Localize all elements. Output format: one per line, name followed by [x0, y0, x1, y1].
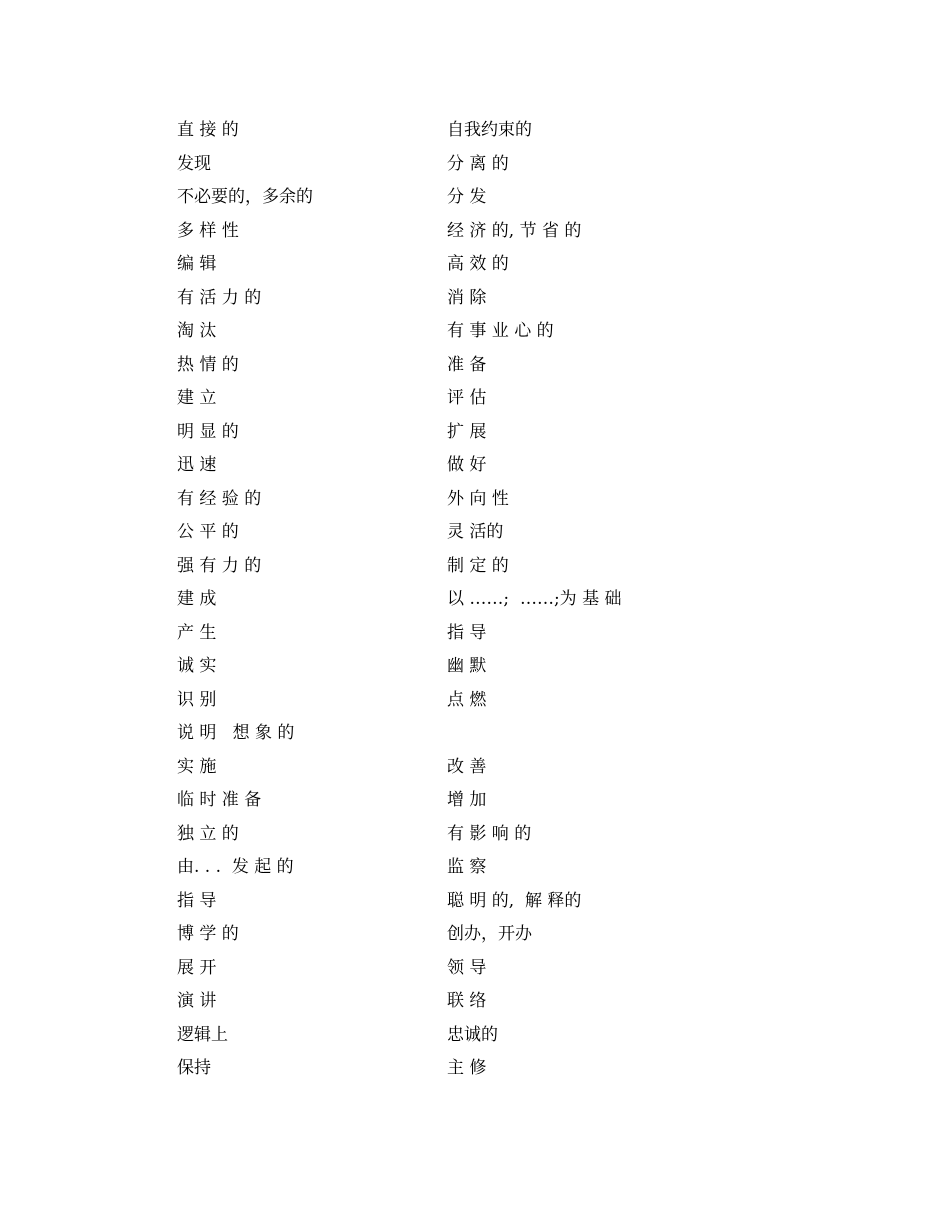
vocabulary-row	[177, 620, 737, 654]
vocabulary-right-term: 高 效 的	[447, 254, 509, 274]
vocabulary-right-term: 分 发	[447, 187, 487, 207]
vocabulary-left-term: 建 成	[177, 589, 217, 609]
vocabulary-left-term: 实 施	[177, 756, 217, 777]
vocabulary-left-term: 多 样 性	[177, 220, 239, 241]
vocabulary-left-term: 由. . . 发 起 的	[177, 857, 294, 877]
vocabulary-right-term: 灵 活的	[447, 522, 504, 542]
vocabulary-right-term: 主 修	[447, 1058, 487, 1078]
vocabulary-left-term: 临 时 准 备	[177, 790, 262, 810]
vocabulary-left-term: 建 立	[177, 388, 217, 408]
vocabulary-right-term: 联 络	[447, 991, 487, 1011]
vocabulary-right-term: 监 察	[447, 857, 487, 877]
vocabulary-left-term: 博 学 的	[177, 924, 239, 944]
vocabulary-left-term: 逻辑上	[177, 1024, 228, 1045]
vocabulary-row	[177, 1022, 737, 1056]
vocabulary-left-term: 指 导	[177, 890, 217, 911]
vocabulary-row	[177, 653, 737, 687]
vocabulary-left-term: 有 活 力 的	[177, 287, 262, 308]
vocabulary-list	[177, 117, 737, 1089]
vocabulary-left-term: 发现	[177, 153, 211, 174]
vocabulary-right-term: 消 除	[447, 287, 487, 308]
vocabulary-row	[177, 251, 737, 285]
vocabulary-left-term: 有 经 验 的	[177, 488, 262, 509]
vocabulary-left-term: 直 接 的	[177, 120, 239, 140]
vocabulary-left-term: 不必要的，多余的	[177, 187, 313, 207]
vocabulary-right-term: 外 向 性	[447, 488, 509, 509]
vocabulary-row	[177, 151, 737, 185]
vocabulary-row	[177, 955, 737, 989]
vocabulary-right-term: 创办，开办	[447, 924, 532, 944]
vocabulary-left-term: 识 别	[177, 689, 217, 710]
vocabulary-row	[177, 1055, 737, 1089]
vocabulary-row	[177, 184, 737, 218]
vocabulary-left-term: 产 生	[177, 622, 217, 643]
vocabulary-right-term: 聪 明 的, 解 释的	[447, 890, 582, 911]
vocabulary-row	[177, 854, 737, 888]
vocabulary-right-term: 自我约束的	[447, 120, 532, 140]
vocabulary-right-term: 以 ……; ……;为 基 础	[447, 589, 622, 609]
vocabulary-left-term: 展 开	[177, 957, 217, 978]
vocabulary-row	[177, 586, 737, 620]
vocabulary-left-term: 淘 汰	[177, 321, 217, 341]
vocabulary-row	[177, 117, 737, 151]
vocabulary-right-term: 评 估	[447, 388, 487, 408]
vocabulary-right-term: 改 善	[447, 756, 487, 777]
vocabulary-right-term: 指 导	[447, 622, 487, 643]
vocabulary-row	[177, 385, 737, 419]
vocabulary-left-term: 迅 速	[177, 455, 217, 475]
vocabulary-left-term: 编 辑	[177, 254, 217, 274]
vocabulary-row	[177, 519, 737, 553]
vocabulary-row	[177, 787, 737, 821]
vocabulary-left-term: 保持	[177, 1058, 211, 1078]
vocabulary-row	[177, 988, 737, 1022]
vocabulary-row	[177, 486, 737, 520]
vocabulary-right-term: 分 离 的	[447, 153, 509, 174]
vocabulary-right-term: 点 燃	[447, 689, 487, 710]
vocabulary-left-term: 说 明 想 象 的	[177, 723, 295, 743]
vocabulary-row	[177, 720, 737, 754]
vocabulary-row	[177, 218, 737, 252]
vocabulary-row	[177, 821, 737, 855]
vocabulary-right-term: 制 定 的	[447, 555, 509, 576]
vocabulary-row	[177, 754, 737, 788]
vocabulary-left-term: 演 讲	[177, 991, 217, 1011]
vocabulary-right-term: 准 备	[447, 354, 487, 375]
vocabulary-right-term: 做 好	[447, 455, 487, 475]
vocabulary-left-term: 独 立 的	[177, 823, 239, 844]
vocabulary-right-term: 有 事 业 心 的	[447, 321, 554, 341]
vocabulary-row	[177, 888, 737, 922]
vocabulary-right-term: 扩 展	[447, 421, 487, 442]
vocabulary-row	[177, 285, 737, 319]
vocabulary-right-term: 增 加	[447, 790, 487, 810]
vocabulary-right-term: 幽 默	[447, 656, 487, 676]
vocabulary-left-term: 热 情 的	[177, 354, 239, 375]
vocabulary-left-term: 明 显 的	[177, 421, 239, 442]
vocabulary-row	[177, 452, 737, 486]
vocabulary-left-term: 强 有 力 的	[177, 555, 262, 576]
vocabulary-right-term: 经 济 的, 节 省 的	[447, 220, 582, 241]
vocabulary-row	[177, 419, 737, 453]
vocabulary-row	[177, 553, 737, 587]
vocabulary-right-term: 忠诚的	[447, 1024, 498, 1045]
vocabulary-left-term: 公 平 的	[177, 522, 239, 542]
vocabulary-right-term: 有 影 响 的	[447, 823, 532, 844]
vocabulary-row	[177, 921, 737, 955]
vocabulary-left-term: 诚 实	[177, 656, 217, 676]
vocabulary-row	[177, 318, 737, 352]
vocabulary-row	[177, 352, 737, 386]
vocabulary-row	[177, 687, 737, 721]
vocabulary-right-term: 领 导	[447, 957, 487, 978]
